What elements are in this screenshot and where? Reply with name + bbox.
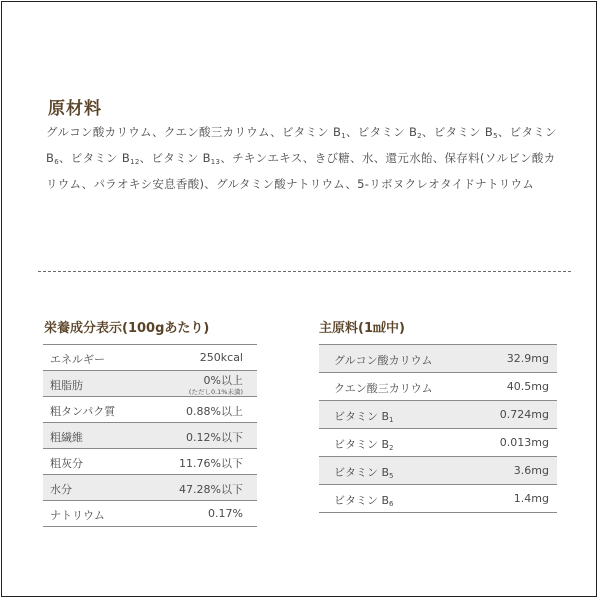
nutrition-row [43,397,257,423]
main-ingredient-label: ビタミン $B_6$ [334,494,394,508]
main-ingredient-row [319,344,557,373]
main-ingredient-value: 0.724mg [499,408,549,421]
main-ingredient-value: 0.013mg [499,436,549,449]
main-ingredient-row [319,373,557,401]
nutrition-row [43,475,257,501]
nutrition-label: 水分 [50,483,72,496]
nutrition-value: 47.28%以下 [179,483,243,496]
nutrition-table [43,344,257,527]
main-ingredient-label: ビタミン $B_2$ [334,438,394,452]
main-ingredient-label: ビタミン $B_5$ [334,466,394,480]
nutrition-label: 粗繊維 [50,431,83,444]
main-ingredient-row [319,401,557,429]
nutrition-row [43,501,257,527]
nutrition-label: ナトリウム [50,509,105,522]
nutrition-row [43,344,257,371]
nutrition-row [43,423,257,449]
nutrition-label: 粗脂肪 [50,379,83,392]
main-ingredient-label: グルコン酸カリウム [334,354,433,367]
nutrition-value: 0.12%以下 [186,431,243,444]
main-ingredient-value: 32.9mg [506,352,549,365]
nutrition-title: 栄養成分表示(100gあたり) [44,321,210,336]
nutrition-value: 0%以上 (ただし0.1%未満) [188,374,243,396]
main-ingredients-table [319,344,557,513]
nutrition-value: 0.17% [208,507,243,520]
main-ingredient-label: クエン酸三カリウム [334,382,433,395]
main-ingredient-value: 40.5mg [506,380,549,393]
nutrition-row [43,449,257,475]
nutrition-label: 粗タンパク質 [50,405,116,418]
main-ingredient-value: 3.6mg [513,464,549,477]
ingredients-text: グルコン酸カリウム、クエン酸三カリウム、ビタミン $B_1$、ビタミン $B_2$、ビタミン $B_5$、ビタミン $B_6$、ビタミン $B_{12}$、ビタミン $B_{13}$、チキンエキス、きび糖、水、還元水飴、保存料(ソルビン酸カリウム、パラオキシ安息香酸)、グルタミン酸ナトリウム、5-リボヌクレオタイドナトリウム [46,125,557,191]
main-ingredient-row [319,429,557,457]
nutrition-label: エネルギー [50,353,105,366]
dashed-divider [38,271,571,272]
main-ingredients-title: 主原料(1㎖中) [319,321,405,336]
main-ingredient-row [319,485,557,513]
nutrition-row [43,371,257,397]
nutrition-value: 0.88%以上 [186,405,243,418]
main-ingredient-label: ビタミン $B_1$ [334,410,394,424]
main-ingredient-value: 1.4mg [513,492,549,505]
ingredients-title: 原材料 [48,99,102,119]
nutrition-value: 11.76%以下 [179,457,243,470]
nutrition-label: 粗灰分 [50,457,83,470]
nutrition-note: (ただし0.1%未満) [188,388,243,396]
nutrition-value: 250kcal [199,351,243,364]
main-ingredient-row [319,457,557,485]
